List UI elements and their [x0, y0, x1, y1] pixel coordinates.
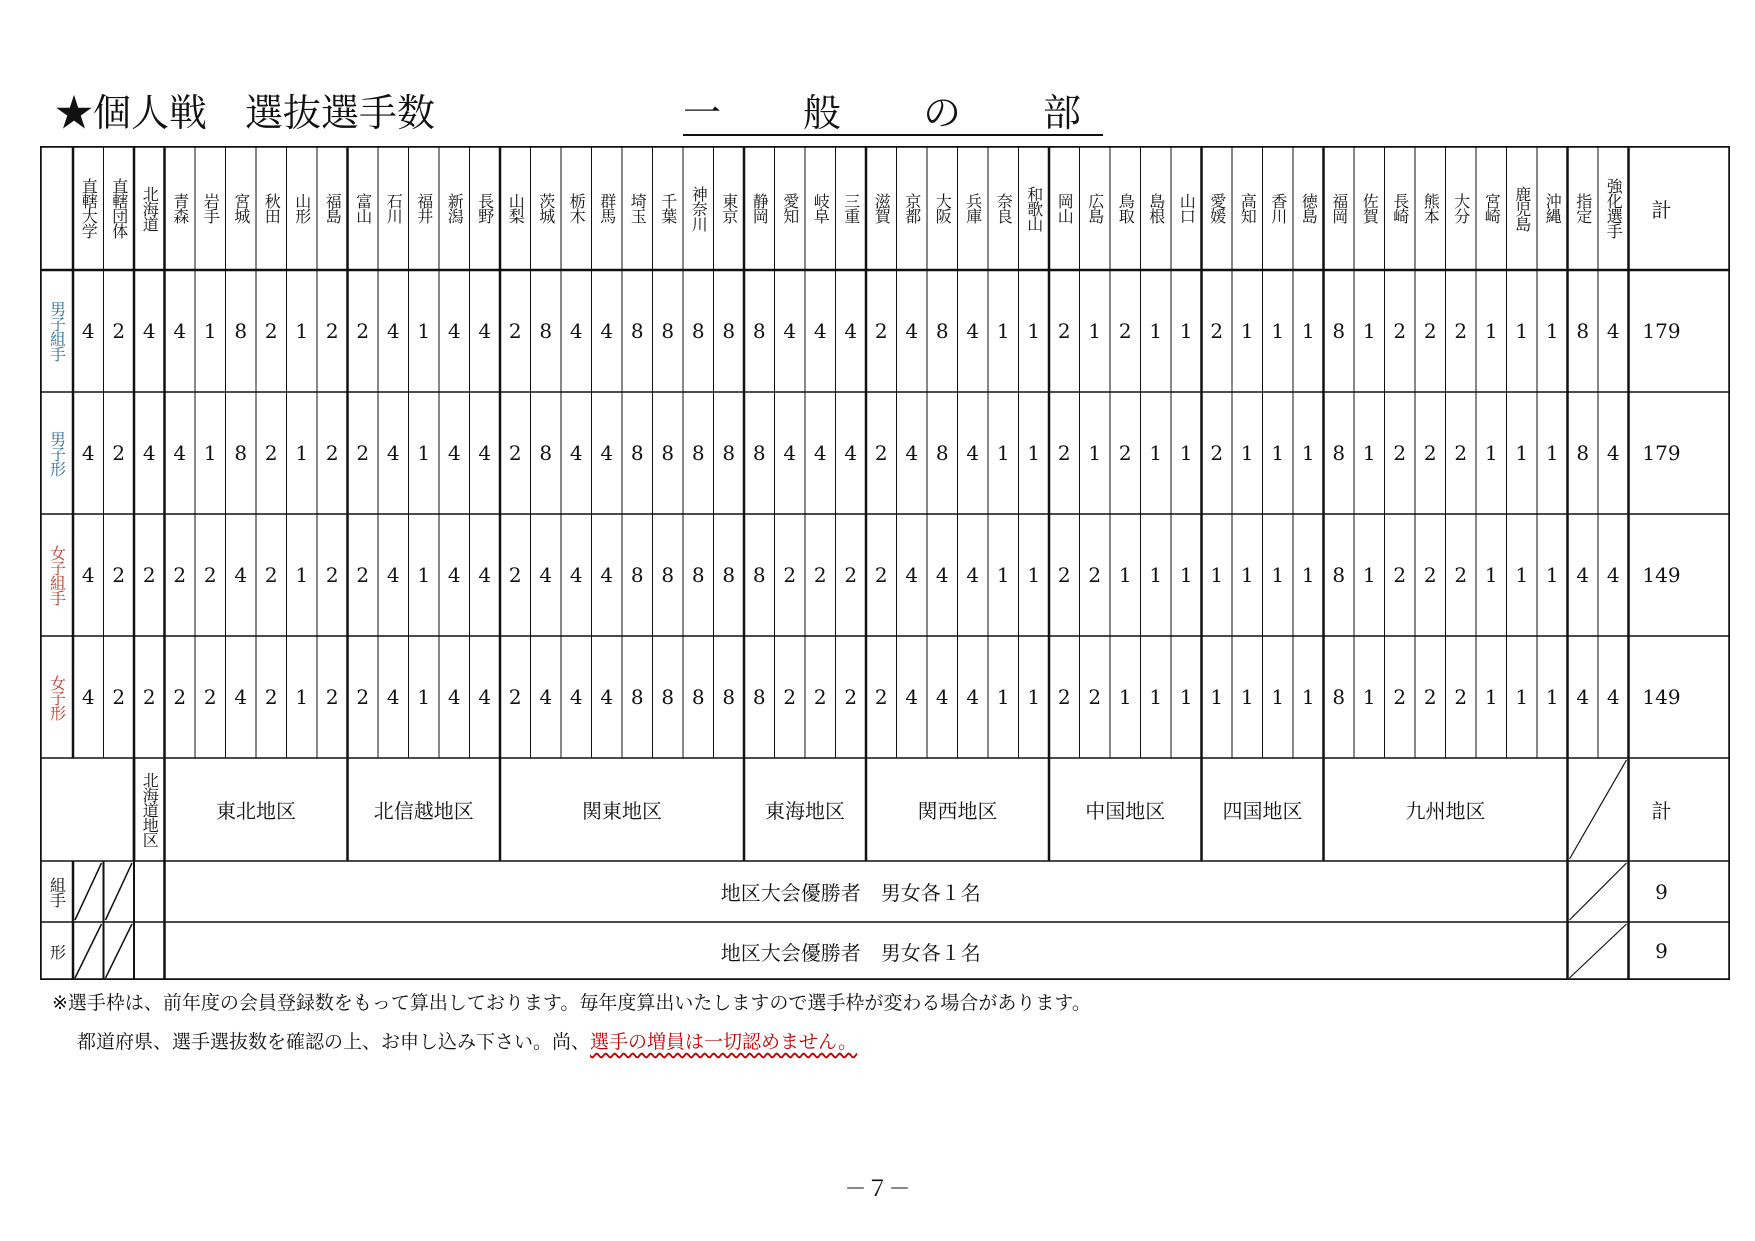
table-cell: 4 — [173, 441, 187, 465]
table-cell: 4 — [234, 685, 248, 709]
region-label: 中国地区 — [1085, 799, 1166, 823]
table-cell: 8 — [691, 563, 705, 587]
column-header-8: 福島 — [323, 193, 343, 223]
table-cell: 4 — [386, 685, 400, 709]
table-cell: 2 — [356, 319, 370, 343]
table-cell: 2 — [1057, 685, 1071, 709]
column-header-9: 富山 — [353, 193, 373, 223]
table-cell: 1 — [417, 685, 431, 709]
column-header-total: 計 — [1651, 197, 1672, 222]
column-header-36: 山口 — [1177, 193, 1197, 223]
table-cell: 4 — [539, 685, 553, 709]
region-label: 北海道地区 — [140, 772, 160, 847]
table-cell: 2 — [112, 319, 126, 343]
table-cell: 2 — [1057, 441, 1071, 465]
table-cell: 1 — [996, 563, 1010, 587]
table-cell: 8 — [691, 685, 705, 709]
table-cell: 1 — [1515, 441, 1529, 465]
table-cell: 8 — [234, 441, 248, 465]
table-cell: 2 — [142, 685, 156, 709]
table-cell: 4 — [1576, 563, 1590, 587]
table-cell: 2 — [203, 685, 217, 709]
table-cell: 1 — [1240, 563, 1254, 587]
column-header-30: 奈良 — [994, 193, 1014, 223]
region-label: 東海地区 — [765, 799, 845, 823]
table-cell: 4 — [813, 319, 827, 343]
column-header-28: 大阪 — [933, 193, 953, 223]
bottom-row-label: 組手 — [47, 876, 67, 907]
table-cell: 1 — [996, 685, 1010, 709]
table-cell: 2 — [844, 685, 858, 709]
column-header-46: 宮崎 — [1482, 193, 1502, 223]
table-cell: 2 — [173, 563, 187, 587]
table-cell: 4 — [966, 685, 980, 709]
table-cell: 2 — [1423, 685, 1437, 709]
table-cell: 8 — [752, 685, 766, 709]
table-cell: 4 — [81, 319, 95, 343]
table-cell: 4 — [386, 319, 400, 343]
column-header-47: 鹿児島 — [1512, 185, 1532, 231]
table-cell: 2 — [112, 685, 126, 709]
table-cell: 2 — [1118, 319, 1132, 343]
table-cell: 4 — [966, 441, 980, 465]
table-cell: 1 — [1027, 563, 1041, 587]
column-header-42: 佐賀 — [1360, 193, 1380, 223]
column-header-50: 強化選手 — [1604, 178, 1624, 238]
column-header-12: 新潟 — [445, 193, 465, 223]
table-cell: 1 — [1271, 685, 1285, 709]
table-cell: 8 — [661, 441, 675, 465]
row-total: 179 — [1642, 319, 1681, 343]
table-cell: 1 — [295, 563, 309, 587]
table-cell: 1 — [1179, 685, 1193, 709]
table-cell: 8 — [722, 563, 736, 587]
table-cell: 2 — [1088, 685, 1102, 709]
table-cell: 8 — [661, 319, 675, 343]
note-line-1: ※選手枠は、前年度の会員登録数をもって算出しております。毎年度算出いたしますので選手枠が変わる場合があります。 — [52, 992, 1091, 1014]
table-cell: 2 — [874, 441, 888, 465]
column-header-23: 愛知 — [780, 193, 800, 223]
table-cell: 1 — [996, 319, 1010, 343]
table-cell: 2 — [1454, 685, 1468, 709]
table-cell: 1 — [1271, 441, 1285, 465]
bottom-row-total: 9 — [1655, 879, 1668, 904]
column-header-5: 宮城 — [231, 193, 251, 223]
table-cell: 4 — [783, 319, 797, 343]
table-cell: 4 — [386, 441, 400, 465]
column-header-0: 直轄大学 — [79, 178, 99, 238]
table-cell: 8 — [1332, 563, 1346, 587]
table-cell: 2 — [142, 563, 156, 587]
table-cell: 1 — [1362, 563, 1376, 587]
table-cell: 2 — [813, 685, 827, 709]
table-cell: 1 — [417, 563, 431, 587]
table-cell: 2 — [874, 563, 888, 587]
table-cell: 1 — [1515, 563, 1529, 587]
column-header-33: 広島 — [1085, 193, 1105, 223]
table-cell: 4 — [600, 563, 614, 587]
table-cell: 4 — [142, 441, 156, 465]
table-cell: 1 — [1301, 441, 1315, 465]
column-header-29: 兵庫 — [963, 193, 983, 223]
column-header-7: 山形 — [292, 193, 312, 223]
table-cell: 1 — [1179, 441, 1193, 465]
table-cell: 2 — [356, 563, 370, 587]
table-cell: 1 — [1515, 319, 1529, 343]
table-cell: 4 — [966, 319, 980, 343]
column-header-41: 福岡 — [1329, 193, 1349, 223]
table-cell: 4 — [783, 441, 797, 465]
table-cell: 2 — [1393, 685, 1407, 709]
table-cell: 4 — [142, 319, 156, 343]
table-cell: 8 — [630, 685, 644, 709]
table-cell: 4 — [81, 441, 95, 465]
table-cell: 4 — [539, 563, 553, 587]
table-cell: 4 — [447, 441, 461, 465]
table-cell: 4 — [966, 563, 980, 587]
column-header-19: 千葉 — [658, 193, 678, 223]
region-label: 四国地区 — [1222, 799, 1303, 823]
table-cell: 1 — [1362, 319, 1376, 343]
bottom-row-label: 形 — [47, 943, 67, 959]
table-cell: 1 — [1149, 685, 1163, 709]
column-header-37: 愛媛 — [1207, 193, 1227, 223]
column-header-45: 大分 — [1451, 193, 1471, 223]
table-cell: 1 — [1027, 685, 1041, 709]
table-cell: 1 — [1088, 319, 1102, 343]
table-cell: 8 — [691, 441, 705, 465]
table-cell: 2 — [1454, 319, 1468, 343]
bottom-row-text: 地区大会優勝者 男女各１名 — [720, 940, 981, 965]
table-cell: 4 — [447, 685, 461, 709]
table-cell: 2 — [325, 685, 339, 709]
table-cell: 4 — [905, 563, 919, 587]
table-cell: 4 — [569, 685, 583, 709]
table-cell: 2 — [1057, 563, 1071, 587]
table-cell: 8 — [1332, 685, 1346, 709]
column-header-25: 三重 — [841, 193, 861, 223]
table-cell: 2 — [508, 319, 522, 343]
column-header-48: 沖縄 — [1543, 193, 1563, 223]
table-cell: 4 — [935, 563, 949, 587]
table-cell: 8 — [935, 319, 949, 343]
table-cell: 4 — [1606, 441, 1620, 465]
page-title: ★個人戦 選抜選手数 — [55, 91, 436, 135]
table-cell: 8 — [722, 685, 736, 709]
table-cell: 2 — [1393, 319, 1407, 343]
table-cell: 1 — [1484, 441, 1498, 465]
row-total: 149 — [1642, 685, 1681, 709]
column-header-40: 徳島 — [1299, 193, 1319, 223]
page-subtitle: 一 般 の 部 — [683, 91, 1104, 135]
table-cell: 1 — [1301, 685, 1315, 709]
column-header-11: 福井 — [414, 193, 434, 223]
table-cell: 1 — [1240, 685, 1254, 709]
table-cell: 1 — [1179, 319, 1193, 343]
column-header-38: 高知 — [1238, 193, 1258, 223]
table-cell: 2 — [264, 685, 278, 709]
table-cell: 2 — [1210, 441, 1224, 465]
selection-table — [40, 146, 1730, 980]
table-cell: 4 — [173, 319, 187, 343]
table-cell: 2 — [203, 563, 217, 587]
table-cell: 2 — [1118, 441, 1132, 465]
table-cell: 1 — [1118, 685, 1132, 709]
table-cell: 2 — [325, 441, 339, 465]
column-header-21: 東京 — [719, 193, 739, 223]
table-cell: 1 — [295, 319, 309, 343]
table-cell: 1 — [1545, 441, 1559, 465]
table-cell: 1 — [1027, 319, 1041, 343]
table-cell: 2 — [508, 685, 522, 709]
column-header-10: 石川 — [384, 193, 404, 223]
column-header-44: 熊本 — [1421, 193, 1441, 223]
row-total: 179 — [1642, 441, 1681, 465]
row-label: 女子形 — [47, 674, 67, 720]
diagonal-slash — [75, 863, 102, 920]
table-cell: 8 — [1576, 319, 1590, 343]
table-cell: 8 — [752, 319, 766, 343]
table-cell: 2 — [264, 441, 278, 465]
table-cell: 1 — [1484, 685, 1498, 709]
table-cell: 8 — [752, 563, 766, 587]
table-cell: 8 — [630, 563, 644, 587]
table-cell: 8 — [539, 319, 553, 343]
table-cell: 1 — [1301, 319, 1315, 343]
table-cell: 4 — [844, 441, 858, 465]
table-cell: 8 — [1332, 441, 1346, 465]
row-label: 女子組手 — [47, 545, 67, 605]
column-header-18: 埼玉 — [628, 193, 648, 223]
table-cell: 8 — [661, 685, 675, 709]
region-label: 九州地区 — [1405, 799, 1486, 823]
table-cell: 4 — [813, 441, 827, 465]
table-cell: 1 — [1545, 685, 1559, 709]
table-cell: 2 — [173, 685, 187, 709]
bottom-row-text: 地区大会優勝者 男女各１名 — [720, 881, 981, 905]
row-total: 149 — [1642, 563, 1681, 587]
column-header-3: 青森 — [170, 193, 190, 223]
column-header-16: 栃木 — [567, 193, 587, 223]
table-cell: 2 — [1210, 319, 1224, 343]
table-cell: 8 — [539, 441, 553, 465]
table-cell: 2 — [1057, 319, 1071, 343]
table-cell: 2 — [1393, 441, 1407, 465]
table-cell: 1 — [295, 685, 309, 709]
table-cell: 1 — [1484, 319, 1498, 343]
table-cell: 4 — [1576, 685, 1590, 709]
table-cell: 8 — [234, 319, 248, 343]
table-cell: 8 — [722, 441, 736, 465]
page-number: －７－ — [844, 1177, 911, 1202]
table-cell: 1 — [295, 441, 309, 465]
table-cell: 4 — [81, 563, 95, 587]
table-cell: 1 — [1484, 563, 1498, 587]
table-cell: 8 — [752, 441, 766, 465]
table-cell: 4 — [905, 441, 919, 465]
table-cell: 4 — [600, 319, 614, 343]
column-header-24: 岐阜 — [811, 193, 831, 223]
column-header-31: 和歌山 — [1024, 185, 1044, 231]
table-cell: 8 — [1332, 319, 1346, 343]
region-label: 関西地区 — [917, 799, 998, 823]
table-cell: 2 — [813, 563, 827, 587]
diagonal-slash — [75, 924, 102, 978]
note-line-2 — [77, 1027, 857, 1054]
table-cell: 1 — [1149, 563, 1163, 587]
table-cell: 2 — [1423, 319, 1437, 343]
table-cell: 1 — [1301, 563, 1315, 587]
column-header-22: 静岡 — [750, 193, 770, 223]
table-cell: 8 — [630, 441, 644, 465]
column-header-27: 京都 — [902, 193, 922, 223]
column-header-15: 茨城 — [536, 193, 556, 223]
table-cell: 4 — [1606, 319, 1620, 343]
table-cell: 1 — [996, 441, 1010, 465]
table-cell: 1 — [1362, 685, 1376, 709]
table-cell: 4 — [569, 441, 583, 465]
table-cell: 1 — [1545, 563, 1559, 587]
table-cell: 2 — [783, 685, 797, 709]
table-cell: 1 — [1149, 441, 1163, 465]
column-header-43: 長崎 — [1390, 193, 1410, 223]
table-cell: 1 — [1179, 563, 1193, 587]
table-cell: 2 — [356, 441, 370, 465]
column-header-13: 長野 — [475, 193, 495, 223]
table-cell: 1 — [203, 319, 217, 343]
table-cell: 4 — [478, 319, 492, 343]
table-cell: 8 — [691, 319, 705, 343]
table-cell: 1 — [1545, 319, 1559, 343]
table-cell: 4 — [81, 685, 95, 709]
table-cell: 8 — [630, 319, 644, 343]
row-label: 男子組手 — [47, 301, 67, 361]
column-header-1: 直轄団体 — [109, 178, 129, 238]
table-cell: 8 — [1576, 441, 1590, 465]
table-cell: 2 — [874, 319, 888, 343]
table-cell: 2 — [844, 563, 858, 587]
column-header-35: 島根 — [1146, 193, 1166, 223]
table-cell: 2 — [1393, 563, 1407, 587]
table-cell: 4 — [844, 319, 858, 343]
table-cell: 2 — [874, 685, 888, 709]
table-cell: 4 — [569, 563, 583, 587]
row-label: 男子形 — [47, 430, 67, 476]
table-cell: 1 — [1362, 441, 1376, 465]
table-cell: 4 — [569, 319, 583, 343]
table-cell: 1 — [417, 441, 431, 465]
column-header-17: 群馬 — [597, 193, 617, 223]
table-cell: 4 — [1606, 685, 1620, 709]
table-cell: 2 — [112, 441, 126, 465]
table-cell: 2 — [1454, 441, 1468, 465]
column-header-20: 神奈川 — [689, 185, 709, 231]
table-cell: 2 — [264, 319, 278, 343]
table-cell: 4 — [1606, 563, 1620, 587]
column-header-34: 鳥取 — [1116, 193, 1136, 223]
table-cell: 4 — [447, 563, 461, 587]
region-label: 東北地区 — [216, 799, 296, 823]
table-cell: 4 — [447, 319, 461, 343]
table-cell: 4 — [905, 319, 919, 343]
column-header-2: 北海道 — [140, 185, 160, 231]
region-label: 関東地区 — [582, 799, 662, 823]
table-cell: 1 — [417, 319, 431, 343]
table-cell: 2 — [1423, 441, 1437, 465]
table-cell: 2 — [1454, 563, 1468, 587]
table-cell: 1 — [1210, 685, 1224, 709]
table-cell: 2 — [508, 441, 522, 465]
column-header-14: 山梨 — [506, 193, 526, 223]
column-header-32: 岡山 — [1055, 193, 1075, 223]
table-cell: 1 — [1118, 563, 1132, 587]
table-cell: 2 — [356, 685, 370, 709]
table-cell: 2 — [325, 319, 339, 343]
table-cell: 4 — [234, 563, 248, 587]
table-cell: 4 — [478, 685, 492, 709]
bottom-row-total: 9 — [1655, 939, 1668, 963]
table-cell: 4 — [478, 441, 492, 465]
table-cell: 1 — [1515, 685, 1529, 709]
column-header-39: 香川 — [1268, 193, 1288, 223]
column-header-26: 滋賀 — [872, 193, 892, 223]
diagonal-slash — [106, 863, 133, 920]
table-cell: 4 — [600, 441, 614, 465]
table-cell: 1 — [1149, 319, 1163, 343]
table-cell: 4 — [905, 685, 919, 709]
diagonal-slash — [1570, 863, 1627, 920]
diagonal-slash — [1570, 924, 1627, 978]
table-cell: 2 — [1423, 563, 1437, 587]
table-cell: 4 — [386, 563, 400, 587]
table-cell: 2 — [325, 563, 339, 587]
table-cell: 4 — [600, 685, 614, 709]
table-cell: 1 — [203, 441, 217, 465]
note-line-2-text: 都道府県、選手選抜数を確認の上、お申し込み下さい。尚、 — [77, 1031, 591, 1053]
column-header-4: 岩手 — [201, 193, 221, 223]
table-cell: 1 — [1088, 441, 1102, 465]
table-cell: 2 — [112, 563, 126, 587]
table-cell: 4 — [935, 685, 949, 709]
column-header-6: 秋田 — [262, 193, 282, 223]
table-cell: 1 — [1240, 441, 1254, 465]
table-cell: 1 — [1271, 563, 1285, 587]
table-cell: 4 — [478, 563, 492, 587]
region-label: 北信越地区 — [373, 799, 474, 823]
diagonal-slash — [1570, 760, 1627, 859]
table-cell: 2 — [783, 563, 797, 587]
diagonal-slash — [106, 924, 133, 978]
table-cell: 2 — [1088, 563, 1102, 587]
note-line-2-warning: 選手の増員は一切認めません。 — [590, 1031, 858, 1053]
table-cell: 1 — [1240, 319, 1254, 343]
table-cell: 8 — [722, 319, 736, 343]
table-cell: 8 — [935, 441, 949, 465]
table-cell: 8 — [661, 563, 675, 587]
column-header-49: 指定 — [1573, 193, 1593, 223]
region-total-label: 計 — [1651, 799, 1672, 823]
table-cell: 1 — [1210, 563, 1224, 587]
table-cell: 2 — [264, 563, 278, 587]
table-cell: 2 — [508, 563, 522, 587]
table-cell: 1 — [1271, 319, 1285, 343]
table-cell: 1 — [1027, 441, 1041, 465]
